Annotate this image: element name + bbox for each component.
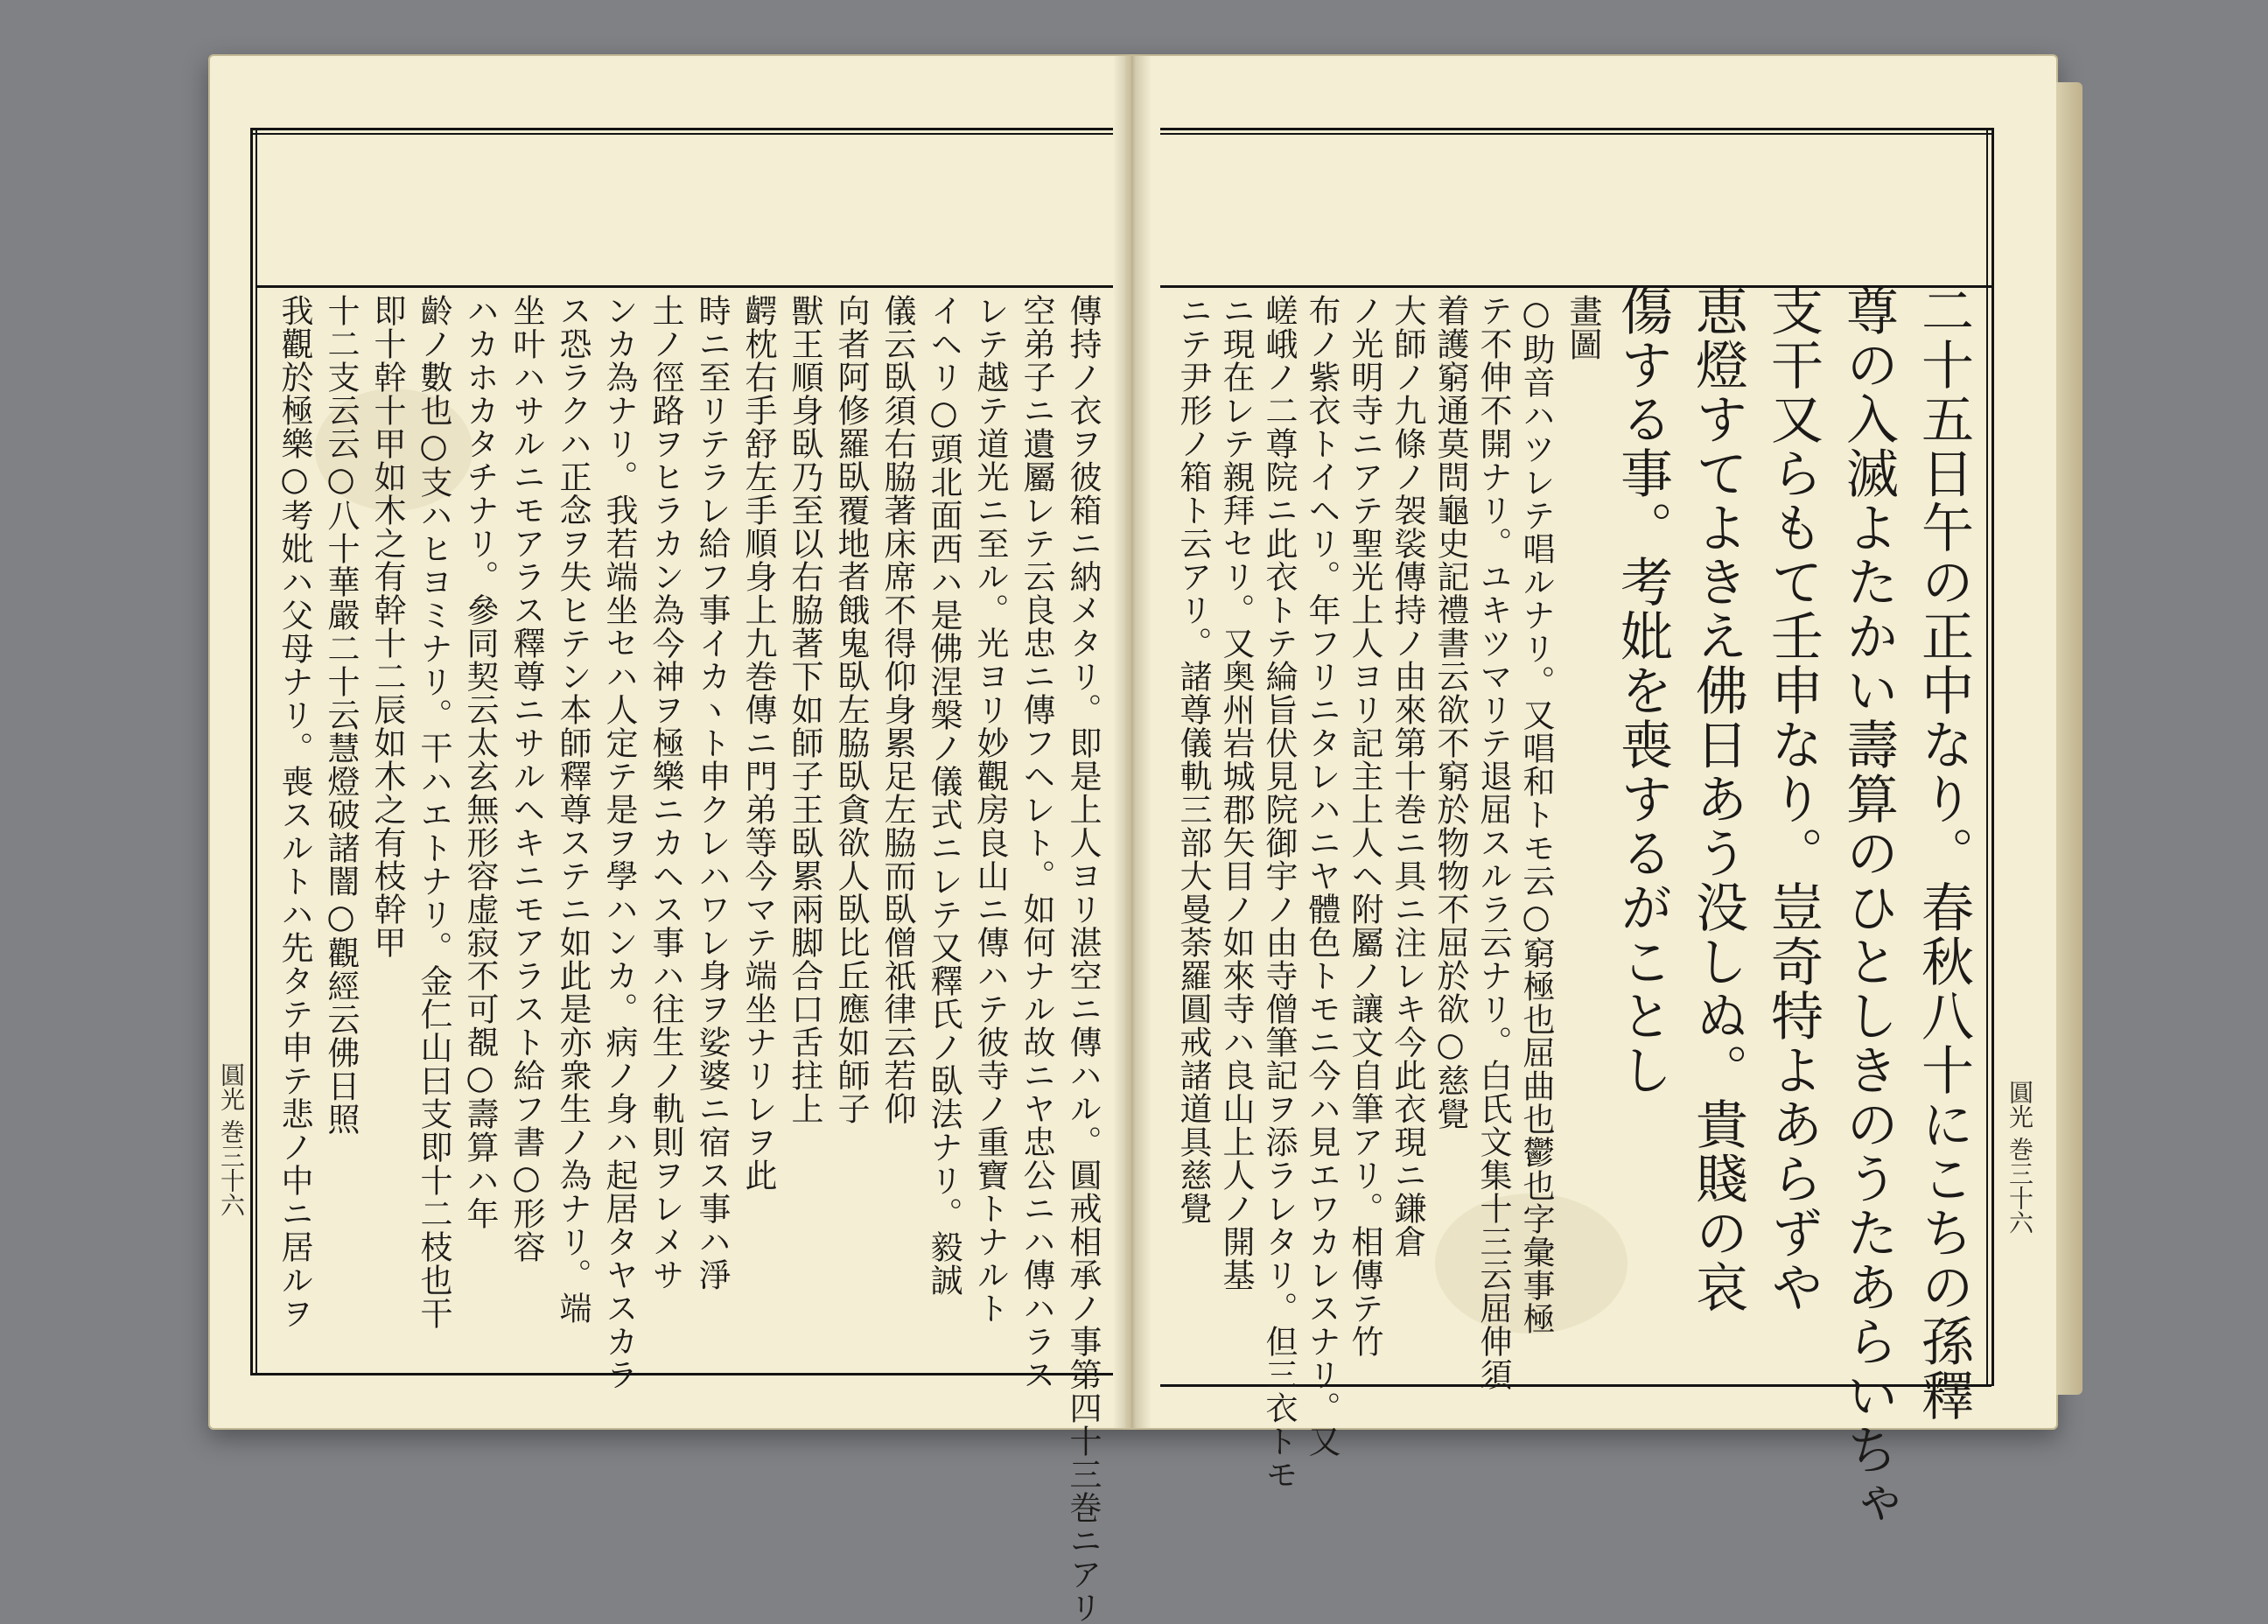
note-column: 儀云臥須右脇著床席不得仰身累足左脇而臥僧祇律云若仰	[878, 294, 916, 1125]
book-gutter	[1113, 56, 1152, 1428]
note-column: ハカホカタチナリ。參同契云太玄無形容虚寂不可覩○壽算ハ年	[461, 294, 499, 1230]
main-text-column: 傷する事。考妣を喪するがことし	[1612, 284, 1673, 1097]
main-text-column: 支干又らもて壬申なり。豈奇特よあらずや	[1762, 284, 1824, 1314]
note-column: 坐叶ハサルニモアラス釋尊ニサルヘキニモアラスト給フ書○形容	[508, 294, 545, 1264]
note-column: ス恐ラクハ正念ヲ失ヒテン本師釋尊ステニ如此是亦衆生ノ為ナリ。端	[554, 294, 592, 1325]
note-column: 布ノ紫衣トイヘリ。年フリニタレハニヤ體色トモニ今ハ見エワカレスナリ。又	[1303, 294, 1340, 1458]
note-column: 大師ノ九條ノ袈裟傳持ノ由來第十巻ニ具ニ注レキ今此衣現ニ鎌倉	[1389, 294, 1426, 1258]
note-column: ニテ尹形ノ箱ト云アリ。諸尊儀軌三部大曼荼羅圓戒諸道具慈覺	[1174, 294, 1212, 1225]
note-column: イヘリ○頭北面西ハ是佛涅槃ノ儀式ニレテ又釋氏ノ臥法ナリ。毅誠	[925, 294, 962, 1297]
note-column: 嵯峨ノ二尊院ニ此衣トテ綸旨伏見院御宇ノ由寺僧筆記ヲ添ラレタリ。但三衣トモ	[1260, 294, 1298, 1491]
note-column: テ不伸不開ナリ。ユキツマリテ退屈スルラ云ナリ。白氏文集十三云屈伸須	[1474, 294, 1512, 1391]
note-column: ○助音ハツレテ唱ルナリ。又唱和トモ云○窮極也屈曲也鬱也字彙事極	[1517, 294, 1555, 1335]
note-column: 向者阿修羅臥覆地者餓鬼臥左脇臥貪欲人臥比丘應如師子	[832, 294, 870, 1125]
note-column: 即十幹十甲如木之有幹十二辰如木之有枝幹甲	[368, 294, 406, 959]
note-column: ニ現在レテ親拜セリ。又奥州岩城郡矢目ノ如來寺ハ良山上人ノ開基	[1217, 294, 1255, 1292]
note-column: ノ光明寺ニアテ聖光上人ヨリ記主上人ヘ附屬ノ讓文自筆アリ。相傳テ竹	[1346, 294, 1383, 1358]
note-column: 齡ノ數也○支ハヒヨミナリ。干ハエトナリ。金仁山曰支即十二枝也干	[415, 294, 452, 1330]
note-column: 我觀於極樂○考妣ハ父母ナリ。喪スルトハ先タテ申テ悲ノ中ニ居ルヲ	[276, 294, 313, 1330]
main-text-column: 恵燈すてよきえ佛日あう没しぬ。貴賤の哀	[1687, 284, 1748, 1314]
note-column: 土ノ徑路ヲヒラカン為今神ヲ極樂ニカヘス事ハ往生ノ軌則ヲレメサ	[647, 294, 684, 1292]
main-text-column: 尊の入滅よたかい壽算のひとしきのうたあらいちゃ	[1838, 284, 1899, 1531]
note-column: 空弟子ニ遺屬レテ云良忠ニ傳フヘレト。如何ナル故ニヤ忠公ニハ傳ハラス	[1018, 294, 1055, 1391]
note-column: 傳持ノ衣ヲ彼箱ニ納メタリ。即是上人ヨリ湛空ニ傳ハル。圓戒相承ノ事第四十三巻ニアリ	[1064, 294, 1102, 1624]
note-column: レテ越テ道光ニ至ル。光ヨリ妙觀房良山ニ傳ハテ彼寺ノ重寶トナルト	[971, 294, 1009, 1325]
note-column: 十二支云云○八十華嚴二十云慧燈破諸闇○觀經云佛日照	[322, 294, 360, 1136]
main-text-column: 二十五日午の正中なり。春秋八十にこちの孫釋	[1913, 284, 1974, 1423]
left-margin-label: 圓光 巻三十六	[217, 1062, 246, 1217]
note-column: 齶枕右手舒左手順身上九巻傳ニ門弟等今マテ端坐ナリレヲ此	[739, 294, 777, 1192]
note-column: ンカ為ナリ。我若端坐セハ人定テ是ヲ學ハンカ。病ノ身ハ起居タヤスカラ	[600, 294, 638, 1391]
open-book	[208, 54, 2058, 1624]
right-margin-label: 圓光 巻三十六	[2006, 1080, 2034, 1235]
note-column: 獸王順身臥乃至以右脇著下如師子王臥累兩脚合口舌拄上	[786, 294, 823, 1125]
note-column: 着護窮通莫問龜史記禮書云欲不窮於物物不屈於欲○慈覺	[1432, 294, 1469, 1130]
section-heading: 畫圖	[1564, 294, 1602, 360]
note-column: 時ニ至リテラレ給フ事イカヽト申クレハワレ身ヲ娑婆ニ宿ス事ハ淨	[693, 294, 731, 1292]
